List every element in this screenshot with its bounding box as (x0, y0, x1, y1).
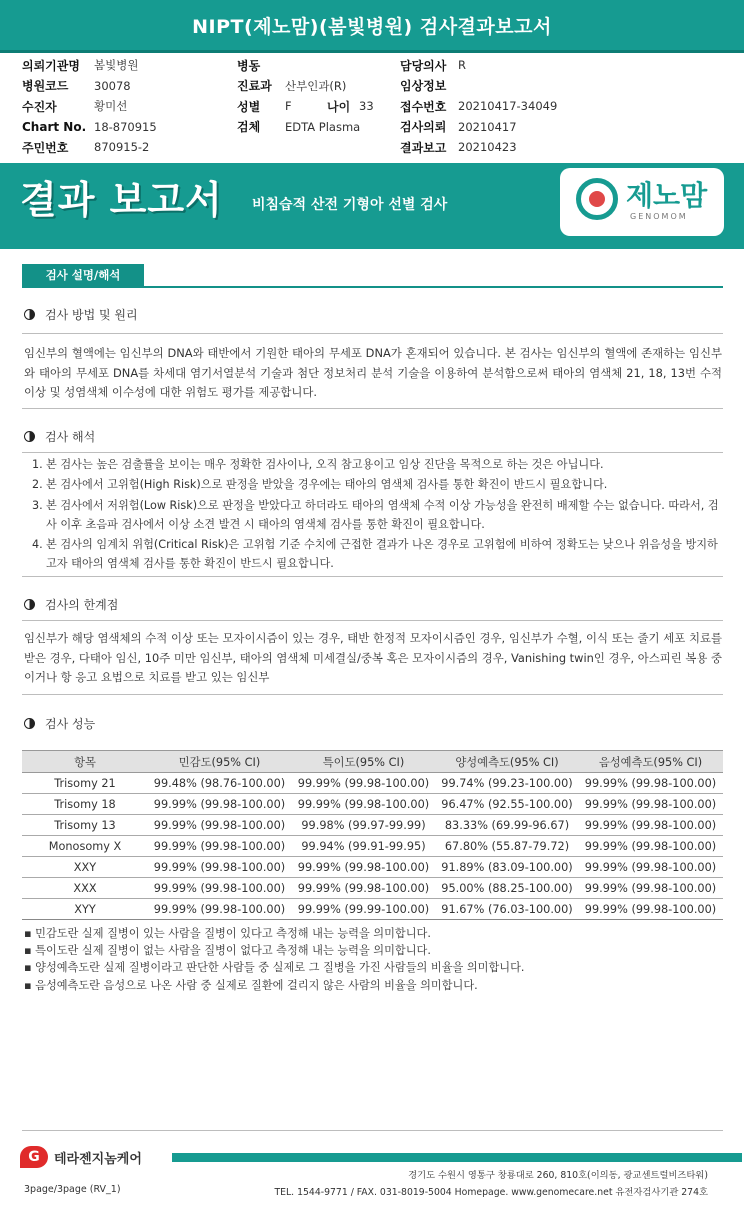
performance-notes (24, 925, 524, 994)
footer-contact: TEL. 1544-9771 / FAX. 031-8019-5004 Homepage. www.genomecare.net 유전자검사기관 274호 (274, 1187, 708, 1198)
banner-title: 결과 보고서 (20, 178, 223, 222)
info-label: 결과보고 (400, 140, 447, 155)
list-item (32, 535, 722, 573)
footer-logo (20, 1146, 142, 1168)
patient-info-right (400, 55, 740, 158)
cell: Trisomy 13 (22, 815, 148, 836)
note-text: 양성예측도란 실제 질병이라고 판단한 사람들 중 실제로 그 질병을 가진 사람들의 비율을 의미합니다. (35, 961, 525, 975)
performance-heading (24, 715, 95, 732)
specimen-value: EDTA Plasma (285, 119, 361, 134)
info-label: 임상정보 (400, 79, 447, 94)
limitations-heading (24, 596, 118, 613)
sex-label: 성별 (237, 99, 261, 114)
divider (22, 333, 723, 334)
cell: 99.99% (99.98-100.00) (578, 899, 723, 920)
list-item (32, 496, 722, 534)
note-item: ▪ 특이도란 실제 질병이 없는 사람을 질병이 없다고 측정해 내는 능력을 의미합니다. (24, 944, 431, 958)
note-item: ▪ 음성예측도란 음성으로 나온 사람 중 실제로 질환에 걸리지 않은 사람의 비율을 의미합니다. (24, 978, 478, 992)
report-title: NIPT(제노맘)(봄빛병원) 검사결과보고서 (0, 0, 744, 53)
divider (22, 620, 723, 621)
cell: 99.99% (99.98-100.00) (291, 794, 436, 815)
info-label: 의뢰기관명 (22, 58, 80, 73)
info-label: Chart No. (22, 119, 87, 134)
info-label: 병원코드 (22, 79, 69, 94)
divider (22, 694, 723, 695)
info-value: R (458, 58, 466, 73)
specimen-label: 검체 (237, 120, 261, 135)
half-circle-icon (24, 599, 35, 610)
table-row (22, 836, 723, 857)
cell: 99.98% (99.97-99.99) (291, 815, 436, 836)
cell: 99.99% (99.98-100.00) (148, 899, 291, 920)
cell: Trisomy 21 (22, 773, 148, 794)
cell: 67.80% (55.87-79.72) (436, 836, 578, 857)
cell: 83.33% (69.99-96.67) (436, 815, 578, 836)
list-text: 본 검사에서 저위험(Low Risk)으로 판정을 받았다고 하더라도 태아의 염색체 수적 이상 가능성을 완전히 배제할 수는 없습니다. 따라서, 검사 이후 초음파 검사에서 이상 소견 발견 시 태아의 염색체 검사를 통한 확진이 필요합니다. (46, 499, 719, 531)
note-text: 민감도란 실제 질병이 있는 사람을 질병이 있다고 측정해 내는 능력을 의미합니다. (35, 927, 431, 940)
cell: 91.89% (83.09-100.00) (436, 857, 578, 878)
list-text: 본 검사에서 고위험(High Risk)으로 판정을 받았을 경우에는 태아의 염색체 검사를 통한 확진이 반드시 필요합니다. (46, 478, 608, 491)
method-heading (24, 306, 138, 323)
list-text: 본 검사의 임계치 위험(Critical Risk)은 고위험 기준 수치에 근접한 결과가 나온 경우로 고위험에 비하여 정확도는 낮으나 위음성을 방지하고자 태아의 염색체 검사를 통한 확진이 반드시 필요합니다. (46, 538, 718, 570)
page-number: 3page/3page (RV_1) (24, 1184, 121, 1195)
table-row (22, 815, 723, 836)
col-header: 민감도(95% CI) (148, 751, 291, 773)
limitations-text: 임신부가 해당 염색체의 수적 이상 또는 모자이시즘이 있는 경우, 태반 한정적 모자이시즘인 경우, 임신부가 수혈, 이식 또는 줄기 세포 치료를 받은 경우, 다태아 임신, 10주 미만 임신부, 태아의 염색체 미세결실/중복 혹은 모자이시즘의 경우, Vanishing twin인 경우, 아스피린 복용 중이거나 항 응고 요법으로 치료를 받고 있는 임신부 (24, 631, 722, 684)
cell: 99.94% (99.91-99.95) (291, 836, 436, 857)
patient-info-left (22, 55, 242, 158)
cell: 99.99% (99.98-100.00) (578, 815, 723, 836)
cell: 99.99% (99.98-100.00) (148, 878, 291, 899)
age-value: 33 (359, 99, 374, 114)
cell: 99.99% (99.98-100.00) (291, 857, 436, 878)
note-text: 특이도란 실제 질병이 없는 사람을 질병이 없다고 측정해 내는 능력을 의미합니다. (35, 944, 431, 958)
info-value: 18-870915 (94, 119, 157, 134)
note-text: 음성예측도란 음성으로 나온 사람 중 실제로 질환에 걸리지 않은 사람의 비율을 의미합니다. (35, 978, 478, 992)
cell: 99.99% (99.98-100.00) (578, 794, 723, 815)
cell: 99.99% (99.98-100.00) (148, 815, 291, 836)
cell: 96.47% (92.55-100.00) (436, 794, 578, 815)
cell: 99.99% (99.98-100.00) (291, 878, 436, 899)
info-label: 수진자 (22, 99, 57, 114)
interpretation-heading (24, 428, 95, 445)
section-divider (22, 286, 723, 288)
table-row (22, 899, 723, 920)
performance-table (22, 750, 723, 920)
note-item: ▪ 양성예측도란 실제 질병이라고 판단한 사람들 중 실제로 그 질병을 가진 사람들의 비율을 의미합니다. (24, 961, 525, 975)
half-circle-icon (24, 431, 35, 442)
col-header: 음성예측도(95% CI) (578, 751, 723, 773)
divider (22, 452, 723, 453)
cell: 99.99% (99.98-100.00) (148, 836, 291, 857)
list-num: 3. (32, 499, 43, 512)
col-header: 항목 (22, 751, 148, 773)
info-label: 접수번호 (400, 99, 447, 114)
info-value: 870915-2 (94, 140, 150, 155)
footer-divider (22, 1130, 723, 1131)
ward-label: 병동 (237, 58, 261, 73)
g-logo-icon: G (20, 1146, 48, 1168)
cell: 99.99% (99.98-100.00) (148, 794, 291, 815)
interpretation-heading-text: 검사 해석 (45, 430, 96, 444)
note-item: ▪ 민감도란 실제 질병이 있는 사람을 질병이 있다고 측정해 내는 능력을 의미합니다. (24, 927, 431, 940)
patient-info-middle (237, 55, 407, 137)
divider (22, 408, 723, 409)
dept-label: 진료과 (237, 79, 272, 94)
info-value: 황미선 (94, 99, 128, 114)
logo-mark-icon (576, 178, 618, 220)
list-text: 본 검사는 높은 검출률을 보이는 매우 정확한 검사이나, 오직 참고용이고 임상 진단을 목적으로 하는 것은 아닙니다. (46, 458, 604, 471)
cell: 95.00% (88.25-100.00) (436, 878, 578, 899)
table-row (22, 857, 723, 878)
genomom-logo (560, 168, 724, 236)
info-value: 30078 (94, 78, 131, 93)
cell: XXY (22, 857, 148, 878)
section-tab: 검사 설명/해석 (22, 264, 144, 286)
table-row (22, 773, 723, 794)
half-circle-icon (24, 309, 35, 320)
age-label: 나이 (327, 99, 351, 114)
list-num: 2. (32, 478, 43, 491)
cell: 99.74% (99.23-100.00) (436, 773, 578, 794)
limitations-heading-text: 검사의 한계점 (45, 598, 119, 612)
footer-brand: 테라젠지놈케어 (54, 1151, 142, 1167)
list-num: 1. (32, 458, 43, 471)
footer-address: 경기도 수원시 영통구 창룡대로 260, 810호(이의동, 광교센트럴비즈타워) (408, 1170, 708, 1181)
interpretation-list (32, 455, 722, 573)
cell: XYY (22, 899, 148, 920)
info-value: 20210423 (458, 140, 517, 155)
cell: 99.99% (99.98-100.00) (578, 773, 723, 794)
cell: 99.99% (99.98-100.00) (578, 878, 723, 899)
table-row (22, 878, 723, 899)
col-header: 특이도(95% CI) (291, 751, 436, 773)
col-header: 양성예측도(95% CI) (436, 751, 578, 773)
logo-subtext: GENOMOM (630, 212, 688, 221)
info-value: 20210417 (458, 119, 517, 134)
info-value: 봄빛병원 (94, 58, 139, 73)
info-label: 담당의사 (400, 58, 447, 73)
method-heading-text: 검사 방법 및 원리 (45, 308, 138, 322)
cell: XXX (22, 878, 148, 899)
divider (22, 576, 723, 577)
cell: 99.99% (99.98-100.00) (578, 857, 723, 878)
info-label: 검사의뢰 (400, 120, 447, 135)
table-row (22, 794, 723, 815)
list-item (32, 455, 722, 474)
method-text: 임신부의 혈액에는 임신부의 DNA와 태반에서 기원한 태아의 무세포 DNA가 혼재되어 있습니다. 본 검사는 임신부의 혈액에 존재하는 임신부와 태아의 무세포 DNA를 차세대 염기서열분석 기술과 첨단 정보처리 분석 기술을 이용하여 분석함으로써 태아의 염색체 21, 18, 13번 수적 이상 및 성염색체 이수성에 대한 위험도 평가를 제공합니다. (24, 346, 722, 399)
cell: 99.99% (99.99-100.00) (291, 899, 436, 920)
list-num: 4. (32, 538, 43, 551)
cell: Trisomy 18 (22, 794, 148, 815)
cell: 91.67% (76.03-100.00) (436, 899, 578, 920)
banner-subtitle: 비침습적 산전 기형아 선별 검사 (252, 197, 448, 213)
footer-accent-bar (172, 1153, 742, 1162)
half-circle-icon (24, 718, 35, 729)
dept-value: 산부인과(R) (285, 78, 347, 93)
cell: Monosomy X (22, 836, 148, 857)
info-value: 20210417-34049 (458, 99, 558, 114)
info-label: 주민번호 (22, 140, 69, 155)
cell: 99.99% (99.98-100.00) (291, 773, 436, 794)
performance-heading-text: 검사 성능 (45, 717, 96, 731)
cell: 99.48% (98.76-100.00) (148, 773, 291, 794)
table-header-row (22, 751, 723, 773)
list-item (32, 475, 722, 494)
cell: 99.99% (99.98-100.00) (148, 857, 291, 878)
sex-value: F (285, 99, 292, 114)
cell: 99.99% (99.98-100.00) (578, 836, 723, 857)
logo-text: 제노맘 (626, 179, 708, 212)
